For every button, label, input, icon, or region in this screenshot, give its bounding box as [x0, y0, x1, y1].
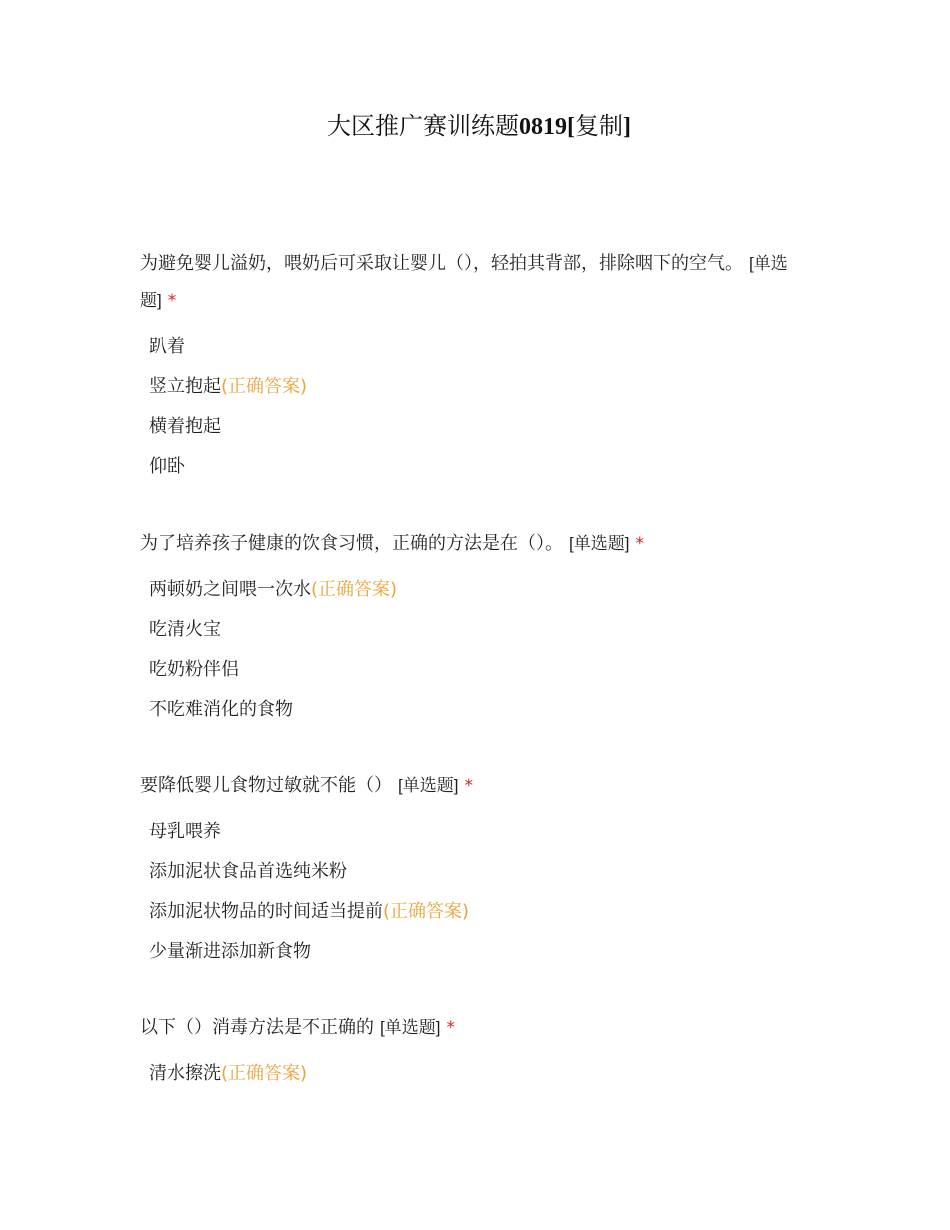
title-number: 0819 — [519, 114, 567, 140]
option-item[interactable] — [149, 1054, 820, 1094]
correct-answer-tag: (正确答案) — [221, 1063, 308, 1084]
option-list — [140, 812, 820, 972]
option-list — [140, 327, 820, 487]
option-label: 横着抱起 — [149, 416, 221, 437]
option-label: 添加泥状食品首选纯米粉 — [149, 861, 347, 882]
option-label: 吃奶粉伴侣 — [149, 659, 239, 680]
question-type: [单选题] — [140, 254, 788, 310]
question-3 — [140, 767, 820, 972]
required-mark: * — [446, 1018, 455, 1038]
page-title — [0, 108, 950, 145]
option-label: 不吃难消化的食物 — [149, 699, 293, 720]
option-label: 清水擦洗 — [149, 1063, 221, 1084]
option-label: 仰卧 — [149, 456, 185, 477]
option-item[interactable] — [149, 892, 820, 932]
question-text: 要降低婴儿食物过敏就不能（） — [140, 775, 392, 796]
question-text: 为避免婴儿溢奶，喂奶后可采取让婴儿（），轻拍其背部，排除咽下的空气。 — [140, 253, 743, 274]
option-item[interactable] — [149, 610, 820, 650]
question-stem — [140, 767, 820, 805]
question-2 — [140, 525, 820, 730]
required-mark: * — [635, 534, 644, 554]
title-bracket-close: ] — [623, 114, 631, 140]
title-suffix: 复制 — [575, 112, 623, 140]
option-label: 竖立抱起 — [149, 376, 221, 397]
option-item[interactable] — [149, 932, 820, 972]
option-label: 趴着 — [149, 336, 185, 357]
question-type: [单选题] — [398, 776, 459, 795]
option-item[interactable] — [149, 690, 820, 730]
question-type: [单选题] — [380, 1018, 441, 1037]
question-stem — [140, 1009, 820, 1047]
option-item[interactable] — [149, 650, 820, 690]
question-stem — [140, 525, 820, 563]
question-4 — [140, 1009, 820, 1094]
correct-answer-tag: (正确答案) — [383, 901, 470, 922]
title-text: 大区推广赛训练题 — [327, 112, 519, 140]
option-label: 少量渐进添加新食物 — [149, 941, 311, 962]
correct-answer-tag: (正确答案) — [221, 376, 308, 397]
question-1 — [140, 245, 820, 487]
option-label: 添加泥状物品的时间适当提前 — [149, 901, 383, 922]
title-bracket-open: [ — [567, 114, 575, 140]
option-item[interactable] — [149, 812, 820, 852]
option-item[interactable] — [149, 570, 820, 610]
option-item[interactable] — [149, 327, 820, 367]
option-item[interactable] — [149, 447, 820, 487]
option-label: 母乳喂养 — [149, 821, 221, 842]
question-type: [单选题] — [569, 534, 630, 553]
option-label: 吃清火宝 — [149, 619, 221, 640]
option-item[interactable] — [149, 407, 820, 447]
question-text: 以下（）消毒方法是不正确的 — [140, 1017, 374, 1038]
correct-answer-tag: (正确答案) — [311, 579, 398, 600]
question-text: 为了培养孩子健康的饮食习惯，正确的方法是在（）。 — [140, 533, 563, 554]
option-item[interactable] — [149, 367, 820, 407]
required-mark: * — [464, 776, 473, 796]
question-stem — [140, 245, 820, 320]
option-item[interactable] — [149, 852, 820, 892]
option-label: 两顿奶之间喂一次水 — [149, 579, 311, 600]
option-list — [140, 1054, 820, 1094]
required-mark: * — [167, 291, 177, 311]
option-list — [140, 570, 820, 730]
